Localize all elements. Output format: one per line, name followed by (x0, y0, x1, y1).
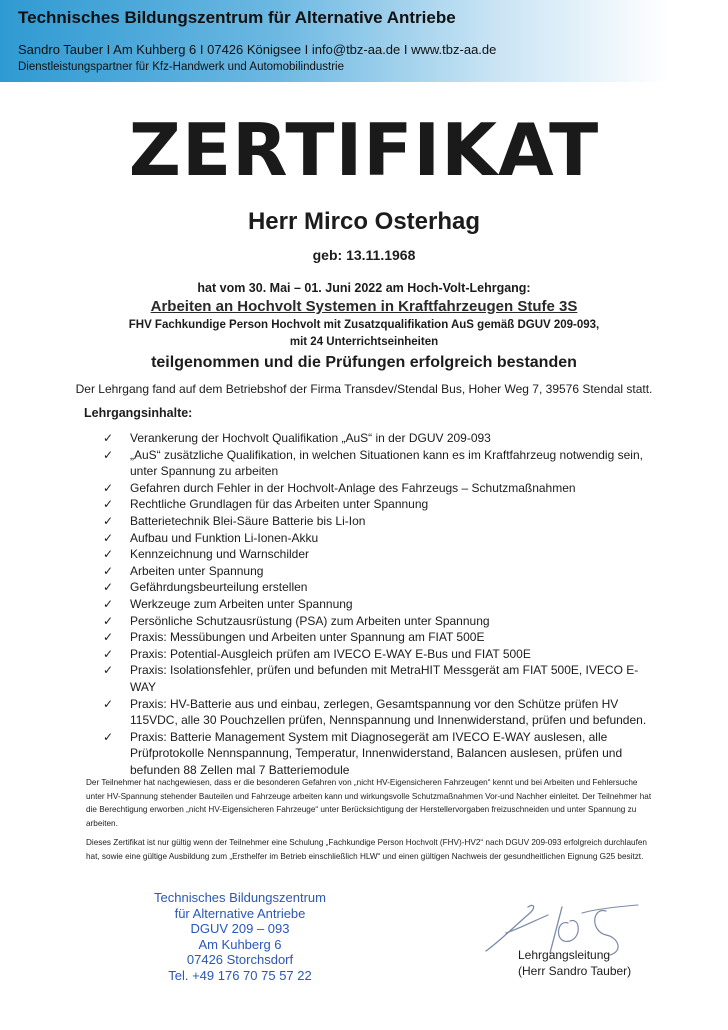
contents-item-text: Praxis: Potential-Ausgleich prüfen am IVECO E-WAY E-Bus und FIAT 500E (130, 646, 531, 661)
signatory-role: Lehrgangsleitung (518, 948, 611, 962)
course-period: hat vom 30. Mai – 01. Juni 2022 am Hoch-Volt-Lehrgang: (197, 281, 531, 295)
contents-item (103, 513, 663, 530)
contents-item-text: Batterietechnik Blei-Säure Batterie bis Li-Ion (130, 513, 366, 528)
checkmark-icon: ✓ (103, 431, 114, 445)
checkmark-icon: ✓ (103, 497, 114, 512)
checkmark-icon: ✓ (103, 729, 114, 744)
contents-item-text: Verankerung der Hochvolt Qualifikation „AuS“ in der DGUV 209-093 (130, 431, 491, 445)
contents-item (103, 480, 663, 497)
checkmark-icon: ✓ (103, 580, 114, 595)
contents-item (103, 613, 663, 630)
checkmark-icon: ✓ (103, 613, 114, 628)
checkmark-icon: ✓ (103, 696, 114, 711)
contents-item-text: Aufbau und Funktion Li-Ionen-Akku (130, 530, 319, 545)
checkmark-icon: ✓ (103, 447, 114, 462)
contents-list (103, 430, 663, 778)
contents-item (103, 696, 663, 729)
checkmark-icon: ✓ (103, 596, 114, 611)
contents-heading: Lehrgangsinhalte: (84, 406, 193, 420)
contents-item-text: Rechtliche Grundlagen für das Arbeiten unter Spannung (130, 497, 429, 512)
contents-item-text: „AuS“ zusätzliche Qualifikation, in welchen Situationen kann es im Kraftfahrzeug notwendig sein, unter Spannung zu arbeiten (130, 447, 643, 479)
contents-item-text: Werkzeuge zum Arbeiten unter Spannung (130, 596, 353, 611)
contents-item-text: Praxis: Messübungen und Arbeiten unter Spannung am FIAT 500E (130, 630, 485, 645)
checkmark-icon: ✓ (103, 513, 114, 528)
checkmark-icon: ✓ (103, 646, 114, 661)
stamp-line: Tel. +49 176 70 75 57 22 (168, 967, 312, 983)
birth-date: geb: 13.11.1968 (312, 247, 416, 263)
checkmark-icon: ✓ (103, 563, 114, 578)
contents-item-text: Praxis: HV-Batterie aus und einbau, zerlegen, Gesamtspannung vor den Schütze prüfen HV 115VDC, alle 30 Pouchzellen prüfen, Nennspannung und Innenwiderstand, prüfen und befunden. (130, 696, 647, 728)
contents-item (103, 447, 663, 480)
checkmark-icon: ✓ (103, 663, 114, 678)
course-title: Arbeiten an Hochvolt Systemen in Kraftfahrzeugen Stufe 3S (150, 298, 578, 315)
contents-item-text: Praxis: Isolationsfehler, prüfen und befunden mit MetraHIT Messgerät am FIAT 500E, IVECO E-WAY (130, 663, 639, 694)
course-location: Der Lehrgang fand auf dem Betriebshof der Firma Transdev/Stendal Bus, Hoher Weg 7, 39576 Stendal statt. (75, 382, 653, 396)
contents-item (103, 496, 663, 513)
contents-item (103, 596, 663, 613)
stamp-line: DGUV 209 – 093 (190, 921, 290, 936)
signatory-name: (Herr Sandro Tauber) (518, 964, 632, 978)
letterhead-subtitle: Dienstleistungspartner für Kfz-Handwerk und Automobilindustrie (18, 61, 344, 73)
stamp-line: für Alternative Antriebe (174, 905, 306, 921)
contents-item (103, 563, 663, 580)
contents-item-text: Gefahren durch Fehler in der Hochvolt-Anlage des Fahrzeugs – Schutzmaßnahmen (130, 480, 576, 495)
contents-item (103, 662, 663, 695)
contents-item-text: Arbeiten unter Spannung (130, 563, 264, 578)
contents-item (103, 646, 663, 663)
checkmark-icon: ✓ (103, 630, 114, 645)
fine-print-paragraph-1: Der Teilnehmer hat nachgewiesen, dass er die besonderen Gefahren von „nicht HV-Eigensicheren Fahrzeugen“ kennt und bei Arbeiten und Fehlersuche unter HV-Spannung stehender Bauteilen und Fahrzeuge arbeiten kann und wirkungsvolle Schutzmaßnahmen Vor-und Nachher einleitet. Der Teilnehmer hat die Berechtigung erworben „nicht HV-Eigensicheren Fahrzeuge“ unter Berücksichtigung der Herstellervorgaben freizuschneiden und unter Spannung zu arbeiten. (86, 778, 652, 828)
stamp-line: 07426 Storchsdorf (186, 952, 294, 967)
result-statement: teilgenommen und die Prüfungen erfolgreich bestanden (151, 354, 577, 371)
stamp-line: Technisches Bildungszentrum (154, 890, 326, 905)
qualification-line-1: FHV Fachkundige Person Hochvolt mit Zusatzqualifikation AuS gemäß DGUV 209-093, (128, 319, 600, 331)
certificate-title: ZERTIFIKAT (128, 108, 600, 192)
contents-item (103, 629, 663, 646)
qualification-line-2: mit 24 Unterrichtseinheiten (289, 336, 439, 348)
stamp-line: Am Kuhberg 6 (198, 936, 282, 952)
contents-item (103, 579, 663, 596)
checkmark-icon: ✓ (103, 530, 114, 545)
organization-stamp (120, 890, 360, 983)
letterhead-contact: Sandro Tauber I Am Kuhberg 6 I 07426 Königsee I info@tbz-aa.de I www.tbz-aa.de (18, 42, 497, 57)
contents-item (103, 530, 663, 547)
contents-item-text: Gefährdungsbeurteilung erstellen (130, 580, 308, 595)
letterhead-title: Technisches Bildungszentrum für Alternative Antriebe (18, 8, 456, 27)
contents-item (103, 546, 663, 563)
contents-item-text: Persönliche Schutzausrüstung (PSA) zum Arbeiten unter Spannung (130, 613, 490, 628)
checkmark-icon: ✓ (103, 547, 114, 562)
checkmark-icon: ✓ (103, 480, 114, 495)
contents-item-text: Praxis: Batterie Management System mit Diagnosegerät am IVECO E-WAY auslesen, alle Prüfprotokolle Nennspannung, Temperatur, Innenwiderstand, Balancen auslesen, prüfen und befunden 88 Zellen mal 7 Batteriemodule (130, 729, 623, 777)
fine-print-paragraph-2: Dieses Zertifikat ist nur gültig wenn der Teilnehmer eine Schulung „Fachkundige Person Hochvolt (FHV)-HV2“ nach DGUV 209-093 erfolgreich durchlaufen hat, sowie eine gültige Ausbildung zum „Ersthelfer im Betrieb einschließlich HLW“ und einen gültigen Nachweis der gesundheitlichen Eignung G25 besitzt. (86, 838, 647, 861)
contents-item-text: Kennzeichnung und Warnschilder (130, 547, 309, 562)
participant-name: Herr Mirco Osterhag (247, 208, 481, 235)
contents-item (103, 430, 663, 447)
contents-item (103, 729, 663, 779)
